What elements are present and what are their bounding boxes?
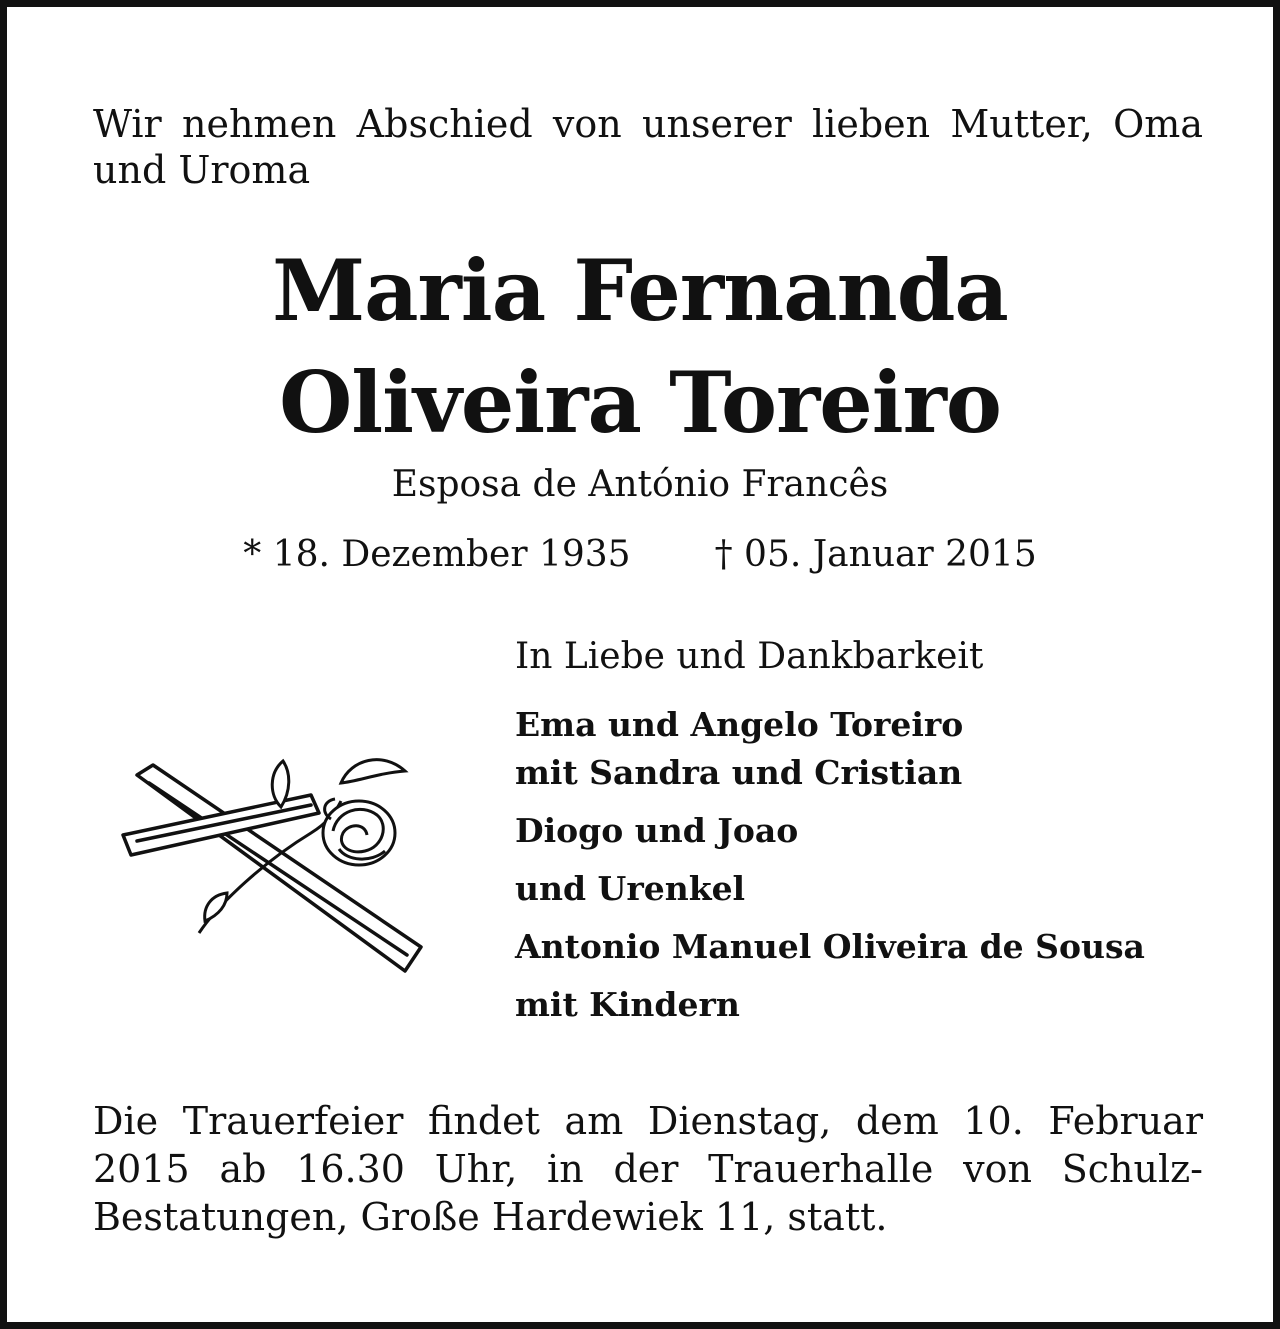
rose-bloom <box>323 799 395 865</box>
rose-leaf-upper <box>272 761 289 807</box>
family-line: mit Sandra und Cristian <box>515 753 963 792</box>
spouse-line: Esposa de António Francês <box>391 464 889 505</box>
name-line-second: Oliveira Toreiro <box>279 353 1001 452</box>
birth-date: * 18. Dezember 1935 <box>243 534 631 575</box>
rose-leaf-upper <box>341 760 405 783</box>
family-line: Antonio Manuel Oliveira de Sousa <box>515 927 1145 966</box>
family-line: Diogo und Joao <box>515 811 799 850</box>
name-line-first: Maria Fernanda <box>272 241 1008 340</box>
family-line: mit Kindern <box>515 985 740 1024</box>
rose-leaf-lower <box>205 893 227 921</box>
family-list <box>515 701 1145 1029</box>
gratitude-line: In Liebe und Dankbarkeit <box>515 636 984 677</box>
death-date: † 05. Januar 2015 <box>714 534 1037 575</box>
cross-with-rose-icon <box>115 743 435 983</box>
life-dates <box>7 531 1273 579</box>
family-line: Ema und Angelo Toreiro <box>515 705 964 744</box>
deceased-name <box>7 235 1273 459</box>
service-announcement: Die Trauerfeier findet am Dienstag, dem 10. Februar 2015 ab 16.30 Uhr, in der Trauerhalle von Schulz-Bestatungen, Große Hardewiek 11, statt. <box>93 1099 1203 1239</box>
farewell-intro: Wir nehmen Abschied von unserer lieben Mutter, Oma und Uroma <box>93 102 1203 192</box>
family-line: und Urenkel <box>515 869 746 908</box>
